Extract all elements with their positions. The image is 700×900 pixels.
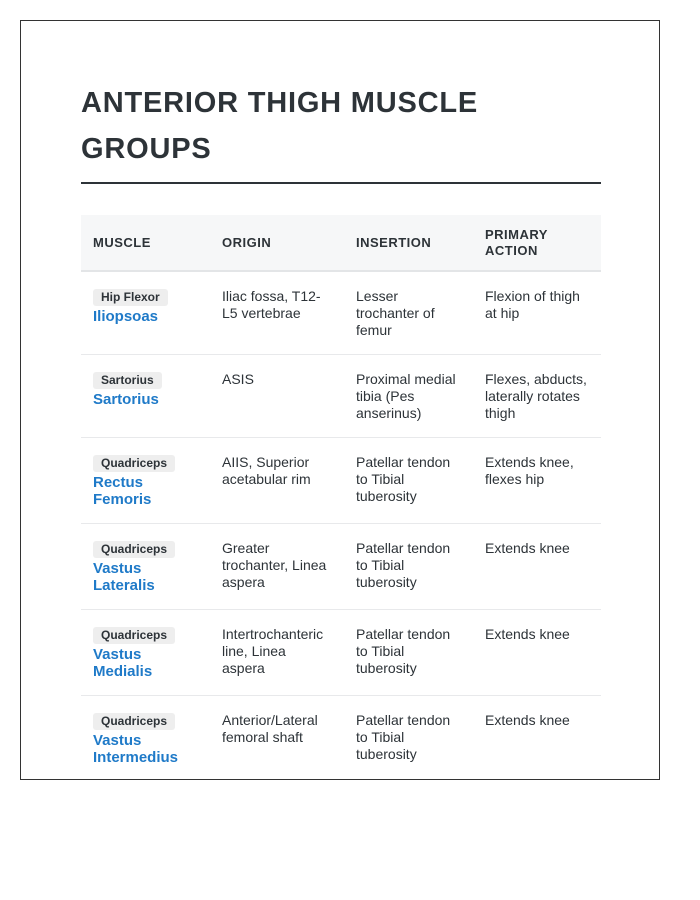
- column-header-origin: ORIGIN: [210, 215, 344, 271]
- column-header-action: PRIMARY ACTION: [473, 215, 601, 271]
- insertion-cell: Patellar tendon to Tibial tuberosity: [356, 712, 451, 762]
- muscle-link[interactable]: Vastus Lateralis: [93, 560, 155, 594]
- origin-cell: Anterior/Lateral femoral shaft: [222, 712, 318, 745]
- group-badge: Quadriceps: [93, 455, 175, 472]
- muscle-link[interactable]: Vastus Intermedius: [93, 732, 179, 766]
- group-badge: Quadriceps: [93, 713, 175, 730]
- insertion-cell: Lesser trochanter of femur: [344, 271, 473, 355]
- action-cell: Extends knee: [473, 610, 601, 696]
- origin-cell: Greater trochanter, Linea aspera: [210, 524, 344, 610]
- title-divider: [81, 182, 601, 184]
- insertion-cell: Patellar tendon to Tibial tuberosity: [344, 610, 473, 696]
- group-badge: Hip Flexor: [93, 289, 168, 306]
- muscle-link[interactable]: Vastus Medialis: [93, 646, 153, 680]
- insertion-cell: Patellar tendon to Tibial tuberosity: [344, 438, 473, 524]
- action-cell: Flexes, abducts, laterally rotates thigh: [473, 355, 601, 438]
- group-badge: Quadriceps: [93, 627, 175, 644]
- muscle-cell: [81, 355, 210, 438]
- table-row: [81, 438, 601, 524]
- muscle-link[interactable]: Rectus Femoris: [93, 474, 152, 508]
- action-cell: Extends knee: [485, 712, 570, 728]
- muscle-cell: [81, 524, 210, 610]
- insertion-cell: Patellar tendon to Tibial tuberosity: [344, 524, 473, 610]
- page-title: ANTERIOR THIGH MUSCLE GROUPS: [81, 87, 479, 165]
- muscle-link[interactable]: Iliopsoas: [93, 308, 159, 325]
- group-badge: Quadriceps: [93, 541, 175, 558]
- table-row: [81, 610, 601, 696]
- muscle-cell: [81, 271, 210, 355]
- action-cell: Flexion of thigh at hip: [473, 271, 601, 355]
- muscle-cell: [81, 438, 210, 524]
- table-header-row: [81, 215, 601, 271]
- action-cell: Extends knee: [473, 524, 601, 610]
- origin-cell: ASIS: [210, 355, 344, 438]
- table-row: [81, 524, 601, 610]
- table-row: [81, 271, 601, 355]
- action-cell: Extends knee, flexes hip: [473, 438, 601, 524]
- column-header-muscle: MUSCLE: [81, 215, 210, 271]
- table-row: [81, 696, 601, 782]
- column-header-insertion: INSERTION: [344, 215, 473, 271]
- origin-cell: Intertrochanteric line, Linea aspera: [210, 610, 344, 696]
- origin-cell: AIIS, Superior acetabular rim: [210, 438, 344, 524]
- table-row: [81, 355, 601, 438]
- muscle-cell: [81, 696, 210, 782]
- group-badge: Sartorius: [93, 372, 162, 389]
- origin-cell: Iliac fossa, T12-L5 vertebrae: [210, 271, 344, 355]
- muscle-table: [81, 215, 601, 781]
- insertion-cell: Proximal medial tibia (Pes anserinus): [344, 355, 473, 438]
- muscle-cell: [81, 610, 210, 696]
- muscle-link[interactable]: Sartorius: [93, 391, 159, 408]
